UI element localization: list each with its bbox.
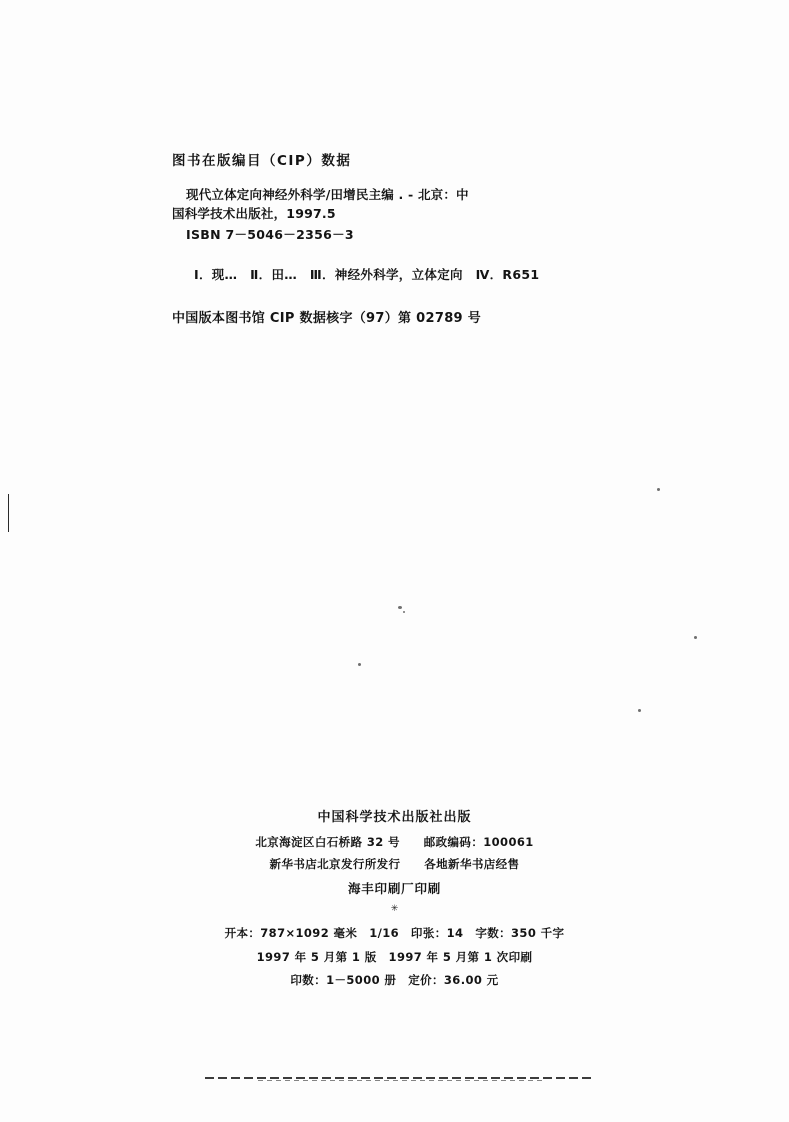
bottom-dashed-rule-secondary <box>258 1080 543 1081</box>
cip-registry-number: 中国版本图书馆 CIP 数据核字（97）第 02789 号 <box>172 310 482 326</box>
colophon-spec-line-2: 1997 年 5 月第 1 版 1997 年 5 月第 1 次印刷 <box>256 949 533 964</box>
colophon-spec-group <box>0 922 789 993</box>
colophon-publisher: 中国科学技术出版社出版 <box>317 810 472 825</box>
colophon-spec-line-3: 印数：1－5000 册 定价：36.00 元 <box>290 973 499 988</box>
scan-speck <box>398 606 402 609</box>
cip-title-group <box>172 185 592 224</box>
cip-title-line-2: 国科学技术出版社，1997.5 <box>172 206 336 222</box>
cip-classification: Ⅰ．现… Ⅱ．田… Ⅲ．神经外科学，立体定向 Ⅳ．R651 <box>194 266 540 282</box>
scan-speck <box>657 488 660 491</box>
cip-isbn: ISBN 7－5046－2356－3 <box>186 226 354 242</box>
colophon-distribution: 新华书店北京发行所发行 各地新华书店经售 <box>269 857 520 872</box>
colophon-address: 北京海淀区白石桥路 32 号 邮政编码：100061 <box>255 834 534 849</box>
scan-speck <box>638 709 641 712</box>
cip-block <box>172 152 592 326</box>
bottom-dashed-rule <box>205 1077 595 1079</box>
scan-speck <box>694 636 697 639</box>
cip-heading: 图书在版编目（CIP）数据 <box>172 153 352 169</box>
colophon-spec-line-1: 开本：787×1092 毫米 1/16 印张：14 字数：350 千字 <box>224 926 565 941</box>
colophon <box>0 806 789 993</box>
scan-speck <box>403 611 405 613</box>
colophon-printer: 海丰印刷厂印刷 <box>347 880 442 896</box>
scan-edge-mark-left <box>8 494 9 532</box>
scan-speck <box>358 663 361 666</box>
cip-title-line-1: 现代立体定向神经外科学/田增民主编 . - 北京：中 <box>186 186 469 202</box>
colophon-star-divider: ✳ <box>390 903 399 914</box>
